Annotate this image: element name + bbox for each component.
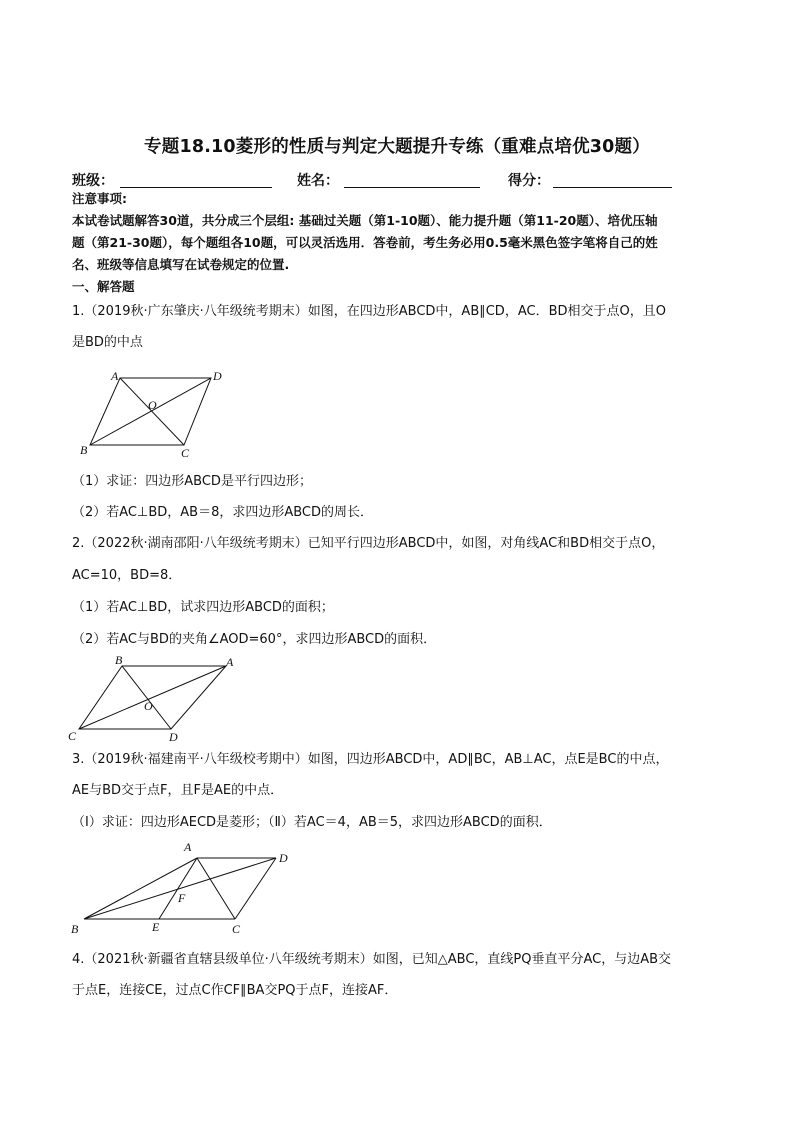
class-label: 班级： [72, 173, 114, 189]
q2-text: 2.（2022秋·湖南邵阳·八年级统考期末）已知平行四边形ABCD中，如图，对角线AC和BD相交于点O， [72, 536, 665, 551]
q3-label-f: F [178, 891, 186, 905]
q3-figure [66, 836, 306, 938]
notes-line: 题（第21-30题），每个题组各10题，可以灵活选用．答卷前，考生务必用0.5毫米黑色签字笔将自己的姓 [72, 235, 658, 250]
q1-figure [76, 368, 226, 458]
q1-label-a: A [111, 369, 119, 383]
q2-label-a: A [226, 655, 234, 669]
q3-label-b: B [71, 922, 79, 936]
q1-part2: （2）若AC⊥BD，AB＝8，求四边形ABCD的周长． [72, 505, 374, 520]
page-title: 专题18.10菱形的性质与判定大题提升专练（重难点培优30题） [144, 137, 650, 157]
name-label: 姓名： [297, 173, 339, 189]
q4-text: 4.（2021秋·新疆省直辖县级单位·八年级统考期末）如图，已知△ABC，直线PQ垂直平分AC，与边AB交 [72, 952, 672, 967]
q3-label-e: E [152, 920, 160, 934]
q2-label-o: O [144, 699, 153, 713]
q2-figure [66, 652, 246, 744]
q1-label-b: B [80, 443, 88, 457]
q3-label-a: A [184, 840, 192, 854]
q1-text: 1.（2019秋·广东肇庆·八年级统考期末）如图，在四边形ABCD中，AB∥CD，AC．BD相交于点O，且O [72, 304, 666, 319]
score-label: 得分： [508, 173, 550, 189]
notes-line: 本试卷试题解答30道，共分成三个层组: 基础过关题（第1-10题）、能力提升题（第11-20题）、培优压轴 [72, 213, 658, 228]
q4-text: 于点E，连接CE，过点C作CF∥BA交PQ于点F，连接AF． [72, 983, 398, 998]
q2-part1: （1）若AC⊥BD，试求四边形ABCD的面积； [72, 600, 334, 615]
q2-label-c: C [68, 729, 77, 743]
q2-label-d: D [169, 730, 178, 744]
q1-part1: （1）求证：四边形ABCD是平行四边形； [72, 474, 312, 489]
notes-heading: 注意事项: [72, 191, 127, 206]
q2-label-b: B [115, 653, 123, 667]
q3-label-d: D [279, 851, 288, 865]
q1-label-c: C [181, 446, 190, 458]
q1-label-d: D [213, 369, 222, 383]
q1-label-o: O [148, 398, 157, 412]
q3-label-c: C [232, 922, 241, 936]
notes-line: 名、班级等信息填写在试卷规定的位置. [72, 257, 290, 272]
q3-text: 3.（2019秋·福建南平·八年级校考期中）如图，四边形ABCD中，AD∥BC，AB⊥AC，点E是BC的中点， [72, 752, 669, 767]
q1-text: 是BD的中点 [72, 335, 143, 350]
q3-part1: （Ⅰ）求证：四边形AECD是菱形；（Ⅱ）若AC＝4，AB＝5，求四边形ABCD的面积． [72, 815, 552, 830]
q2-part2: （2）若AC与BD的夹角∠AOD=60°，求四边形ABCD的面积． [72, 632, 437, 647]
section-heading: 一、解答题 [72, 279, 135, 294]
q3-text: AE与BD交于点F，且F是AE的中点． [72, 783, 284, 798]
q2-text: AC=10，BD=8． [72, 568, 182, 583]
